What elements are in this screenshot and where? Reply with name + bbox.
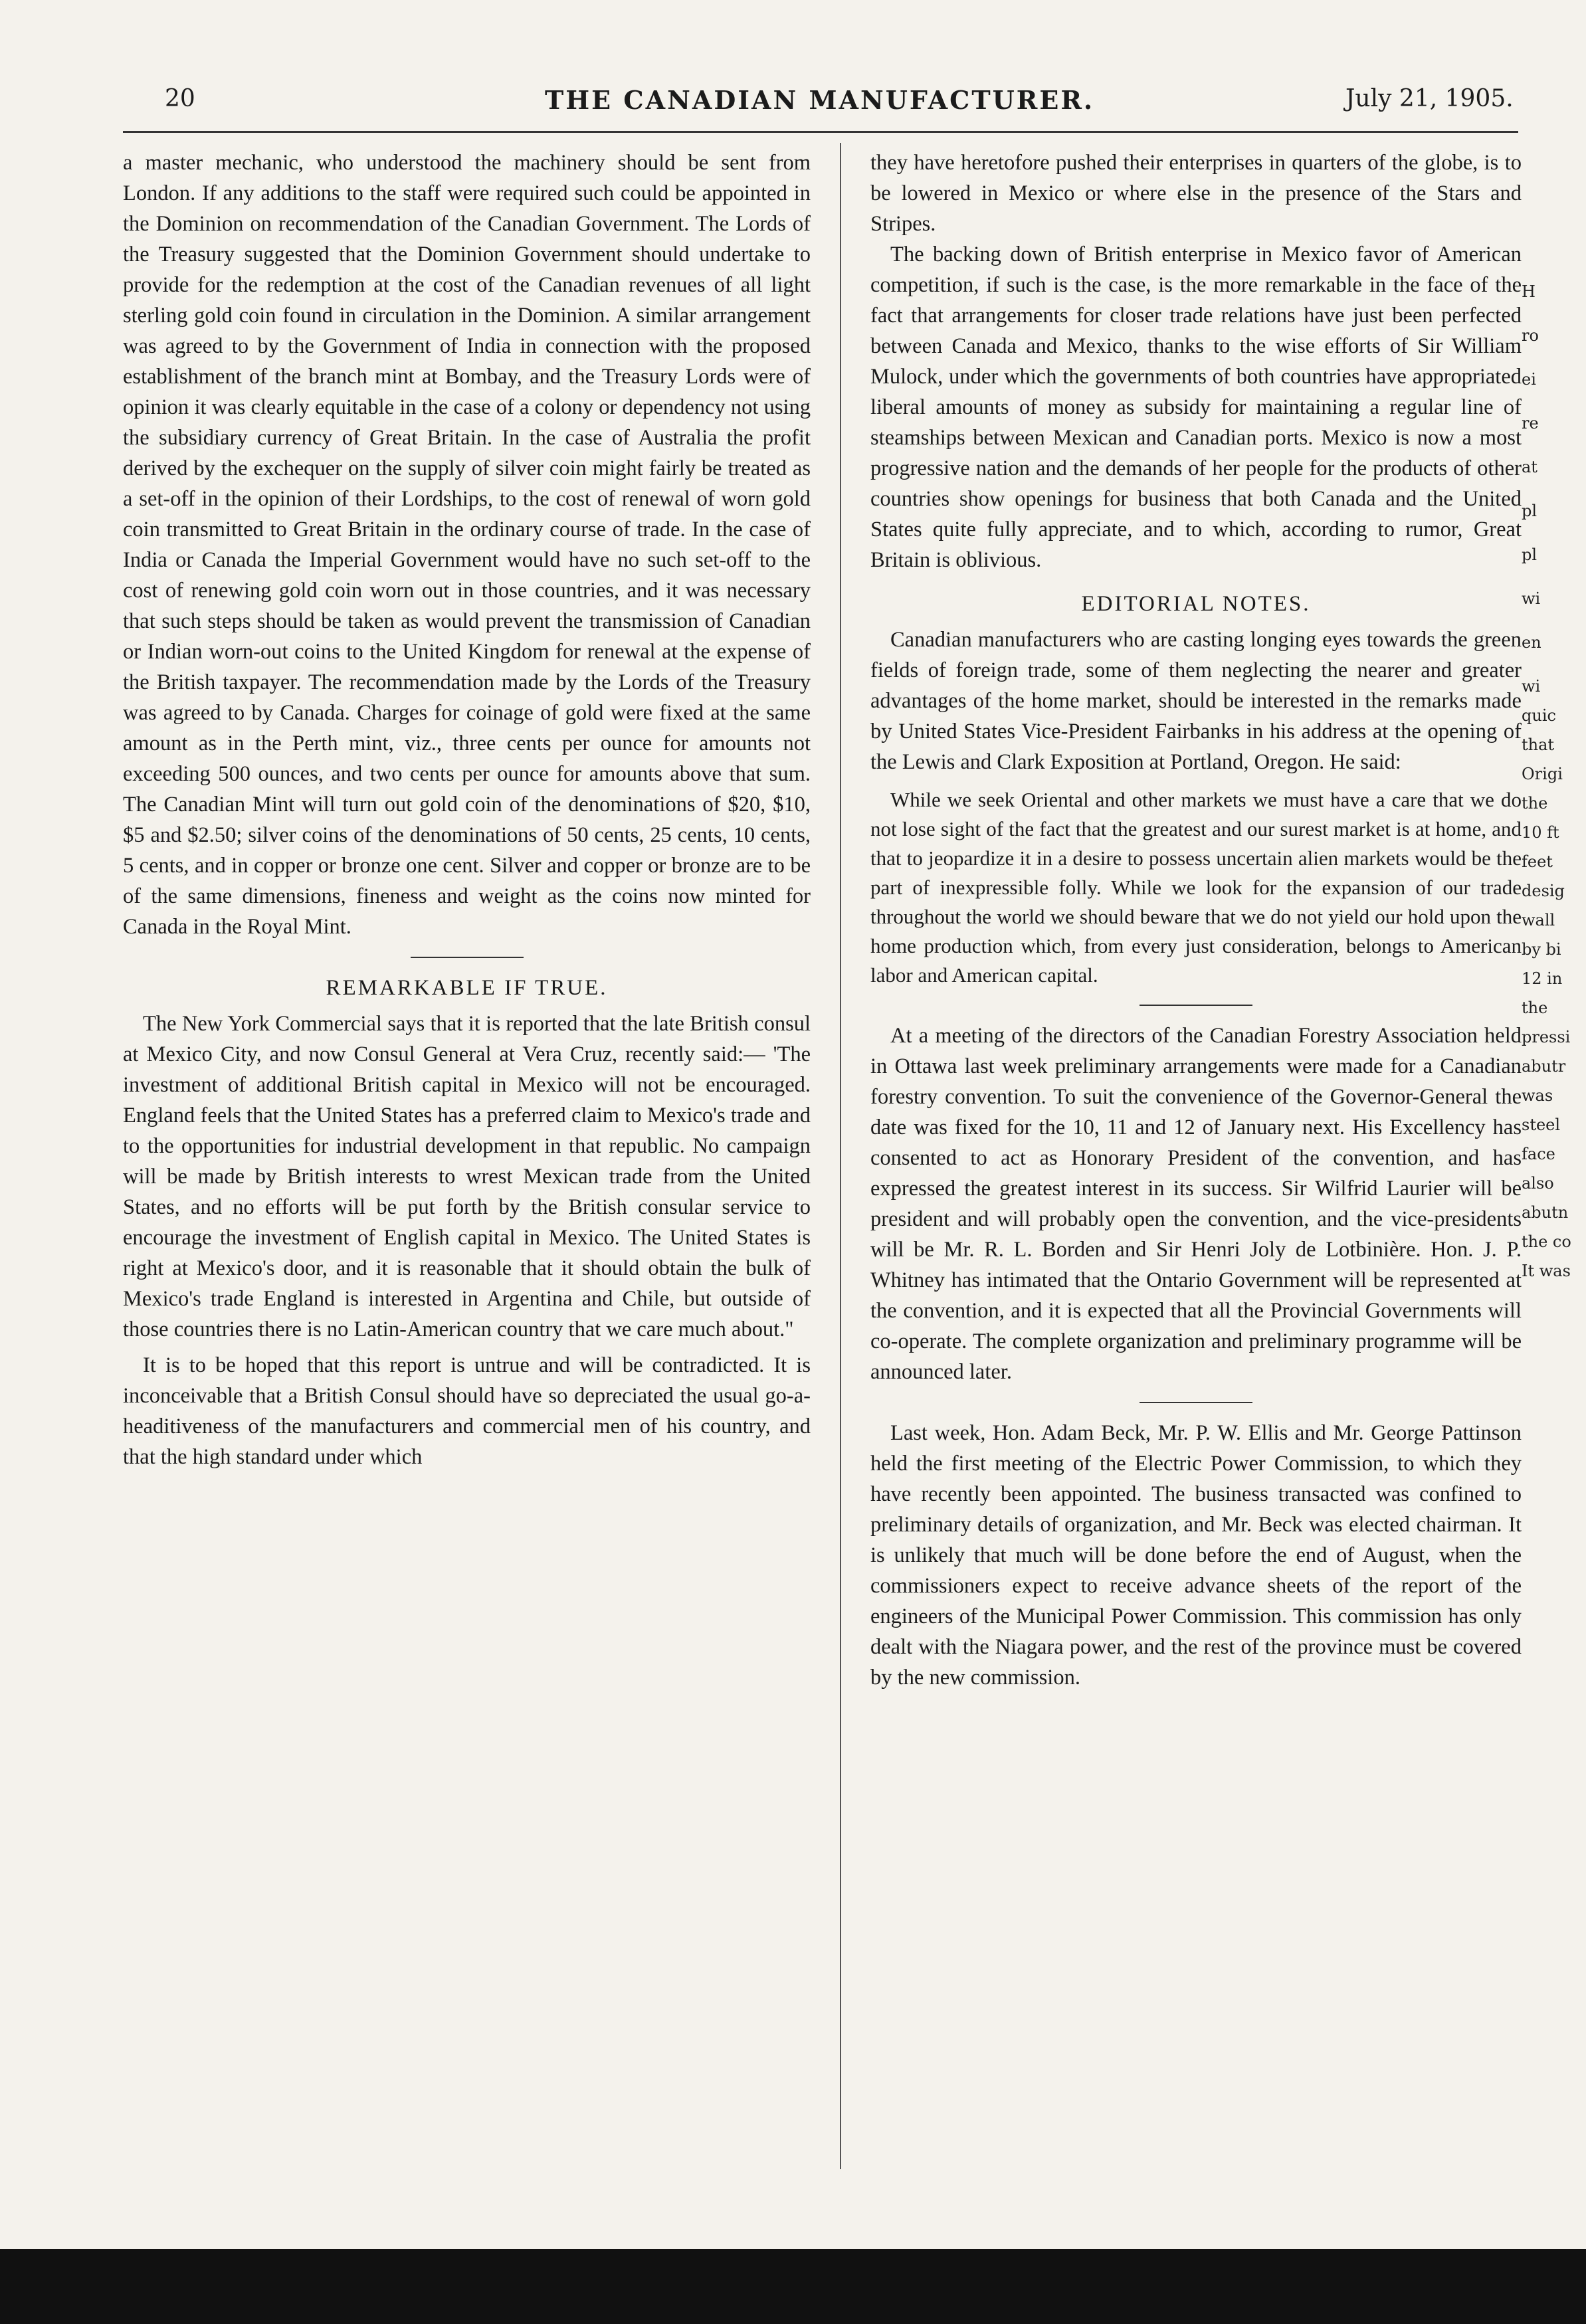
edge-fragment: that [1522,735,1555,754]
left-column [123,147,811,1472]
mint-paragraph: a master mechanic, who understood the machinery should be sent from London. If any additions to the staff were required such could be appointed in the Dominion on recommendation of the Canadian Government. The Lords of the Treasury suggested that the Dominion Government should undertake to provide for the redemption at the cost of the Canadian revenues of all light sterling gold coin found in circulation in the Dominion. A similar arrangement was agreed to by the Government of India in connection with the proposed establishment of the branch mint at Bombay, and the Treasury Lords were of opinion it was clearly equitable in the case of a colony or dependency not using the subsidiary currency of Great Britain. In the case of Australia the profit derived by the exchequer on the supply of silver coin might fairly be treated as a set-off in the opinion of their Lordships, to the cost of renewal of worn gold coin transmitted to Great Britain in the ordinary course of trade. In the case of India or Canada the Imperial Government would have no such set-off to the cost of renewing gold coin worn out in those countries, and it was necessary that such steps should be taken as would prevent the transmission of Canadian or Indian worn-out coins to the United Kingdom for renewal at the expense of the British taxpayer. The recommendation made by the Lords of the Treasury was agreed to by Canada. Charges for coinage of gold were fixed at the same amount as in the Perth mint, viz., three cents per ounce for amounts not exceeding 500 ounces, and two cents per ounce for amounts above that sum. The Canadian Mint will turn out gold coin of the denominations of $20, $10, $5 and $2.50; silver coins of the denominations of 50 cents, 25 cents, 10 cents, 5 cents, and in copper or bronze one cent. Silver and copper or bronze are to be of the same dimensions, fineness and weight as the coins now minted for Canada in the Royal Mint. [123,151,811,939]
edge-fragment: was [1522,1086,1553,1105]
edge-fragment: feet [1522,852,1553,871]
edge-fragment: the [1522,794,1548,813]
edge-fragment: Origi [1522,765,1563,783]
backing-paragraph: The backing down of British enterprise in Mexico favor of American competition, if such is the case, is the more remarkable in the face of the fact that arrangements for closer trade relations have just been perfected between Canada and Mexico, thanks to the wise efforts of Sir William Mulock, under which the governments of both countries have appropriated liberal amounts of money as subsidy for maintaining a regular line of steamships between Mexican and Canadian ports. Mexico is now a most progressive nation and the demands of her people for the products of other countries show openings for business that both Canada and the United States quite fully appreciate, and to which, according to rumor, Great Britain is oblivious. [870,242,1522,572]
edge-fragment: It was [1522,1262,1571,1280]
edge-fragment: abutr [1522,1057,1566,1076]
edge-fragment: ei [1522,370,1536,389]
publication-title: THE CANADIAN MANUFACTURER. [545,85,1095,115]
edge-fragment: at [1522,458,1537,476]
power-commission-paragraph: Last week, Hon. Adam Beck, Mr. P. W. Ellis and Mr. George Pattinson held the first meeting of the Electric Power Commission, to which they have recently been appointed. The business transacted was confined to preliminary details of organization, and Mr. Beck was elected chairman. It is unlikely that much will be done before the end of August, when the commissioners expect to receive advance sheets of the report of the engineers of the Municipal Power Commission. This commission has only dealt with the Niagara power, and the rest of the province must be covered by the new commission. [870,1421,1522,1690]
edge-fragment: the [1522,999,1548,1017]
section-divider [411,957,524,958]
edge-fragment: face [1522,1145,1555,1163]
page-number: 20 [165,85,195,112]
right-column [870,147,1522,1693]
edge-fragment: pl [1522,545,1537,564]
editorial-heading: EDITORIAL NOTES. [1081,592,1311,616]
edge-fragment: H [1522,282,1536,301]
remarkable-heading: REMARKABLE IF TRUE. [326,976,608,1000]
edge-fragment: the co [1522,1232,1571,1251]
edge-fragment: abutn [1522,1203,1569,1222]
section-divider [1140,1005,1252,1006]
edge-fragment: pl [1522,502,1537,520]
edge-fragment: 12 in [1522,969,1563,988]
edge-fragment: quic [1522,706,1556,725]
edge-fragment: re [1522,414,1539,433]
edge-fragment: also [1522,1174,1554,1193]
edge-fragment: pressi [1522,1028,1571,1046]
fairbanks-quote: While we seek Oriental and other markets we must have a care that we do not lose sight of the fact that the greatest and our surest market is at home, and that to jeopardize it in a desire to possess uncertain alien markets would be the part of inexpressible folly. While we look for the expansion of our trade throughout the world we should beware that we do not yield our hold upon the home production which, from every just consideration, belongs to American labor and American capital. [870,788,1522,987]
column-divider [840,143,841,2169]
forestry-paragraph: At a meeting of the directors of the Canadian Forestry Association held in Ottawa last week preliminary arrangements were made for a Canadian forestry convention. To suit the convenience of the Governor-General the date was fixed for the 10, 11 and 12 of January next. His Excellency has consented to act as Honorary President of the convention, and has expressed the greatest interest in its success. Sir Wilfrid Laurier will be president and will probably open the convention, and the vice-presidents will be Mr. R. L. Borden and Sir Henri Joly de Lotbinière. Hon. J. P. Whitney has intimated that the Ontario Government will be represented at the convention, and it is expected that all the Provincial Governments will co-operate. The complete organization and preliminary programme will be announced later. [870,1024,1522,1384]
edge-fragment: wall [1522,911,1555,929]
editorial-paragraph: Canadian manufacturers who are casting longing eyes towards the green fields of foreign trade, some of them neglecting the nearer and greater advantages of the home market, should be interested in the remarks made by United States Vice-President Fairbanks in his address at the opening of the Lewis and Clark Exposition at Portland, Oregon. He said: [870,628,1522,774]
section-divider [1140,1402,1252,1403]
edge-fragment: wi [1522,677,1541,696]
edge-fragment: steel [1522,1115,1561,1134]
continued-paragraph: they have heretofore pushed their enterprises in quarters of the globe, is to be lowered in Mexico or where else in the presence of the Stars and Stripes. [870,151,1522,236]
edge-fragment: desig [1522,882,1565,900]
edge-fragment: en [1522,633,1541,652]
header-rule [123,131,1518,133]
scan-bottom-edge [0,2249,1586,2324]
edge-fragment: 10 ft [1522,823,1559,842]
commercial-paragraph: The New York Commercial says that it is reported that the late British consul at Mexico City, and now Consul General at Vera Cruz, recently said:— 'The investment of additional British capital in Mexico will not be encouraged. England feels that the United States has a preferred claim to Mexico's trade and to the opportunities for industrial development in that republic. No campaign will be made by British interests to wrest Mexican trade from the United States, and no efforts will be put forth by the British consular service to encourage the investment of English capital in Mexico. The United States is right at Mexico's door, and it is reasonable that it should obtain the bulk of Mexico's trade England is interested in Argentina and Chile, but outside of those countries there is no Latin-American country that we care much about." [123,1012,811,1341]
edge-fragment: ro [1522,326,1539,345]
edge-fragment: wi [1522,589,1541,608]
hoped-paragraph: It is to be hoped that this report is untrue and will be contradicted. It is inconceivable that a British Consul should have so depreciated the usual go-a-headitiveness of the manufacturers and commercial men of his country, and that the high standard under which [123,1353,811,1469]
adjacent-page-fragments [1522,133,1575,2226]
edge-fragment: by bi [1522,940,1561,959]
issue-date: July 21, 1905. [1345,85,1514,112]
